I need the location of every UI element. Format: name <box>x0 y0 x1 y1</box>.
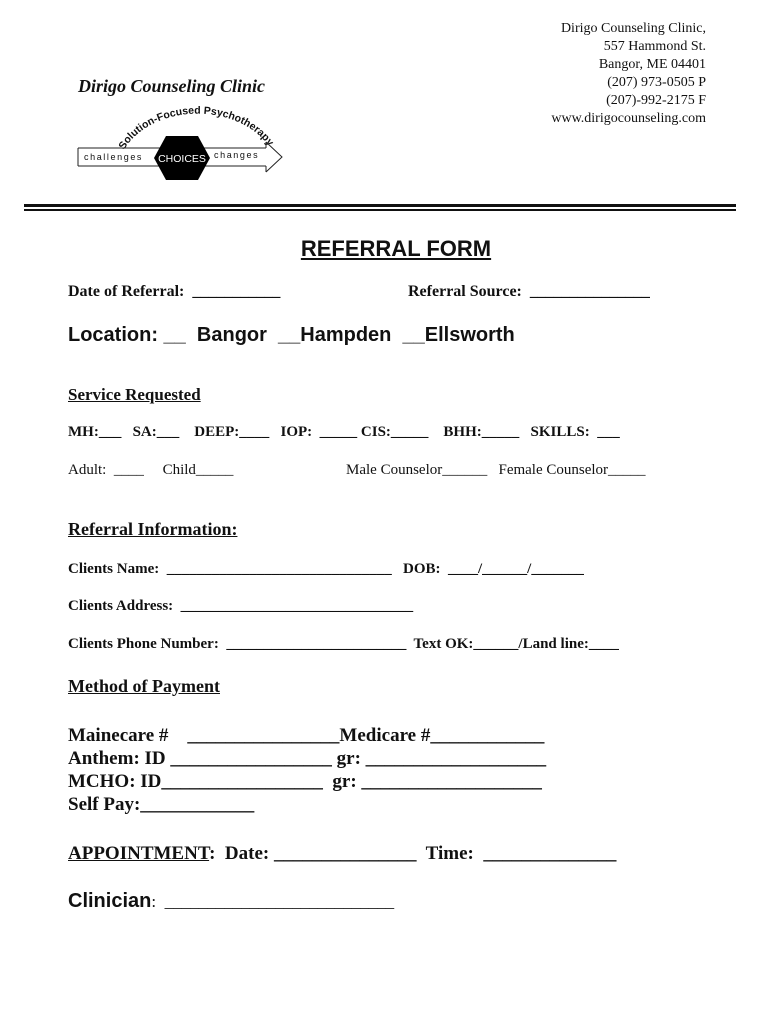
form-title: REFERRAL FORM <box>300 236 492 261</box>
adult-child-line[interactable]: Adult: ____ Child_____ <box>68 462 234 478</box>
logo-arc-text: Solution-Focused Psychotherapy <box>116 104 277 152</box>
clinician-line[interactable] <box>68 890 394 913</box>
mainecare-medicare-line[interactable]: Mainecare # ________________Medicare #____________ <box>68 725 545 746</box>
appointment-label: APPOINTMENT <box>68 843 210 864</box>
clients-phone-field[interactable]: Clients Phone Number: ________________________ Text OK:______/Land line:____ <box>68 636 619 652</box>
clinician-field[interactable]: : ___________________________ <box>151 892 395 911</box>
clinician-label: Clinician <box>68 890 152 912</box>
logo-center-word: CHOICES <box>158 153 206 165</box>
header-divider <box>24 204 736 207</box>
services-line[interactable]: MH:___ SA:___ DEEP:____ IOP: _____ CIS:_____ BHH:_____ SKILLS: ___ <box>68 424 620 440</box>
clinic-fax: (207)-992-2175 F <box>606 93 706 108</box>
referral-information-heading: Referral Information: <box>68 519 238 539</box>
clients-address-field[interactable]: Clients Address: _______________________________ <box>68 598 414 614</box>
counselor-preference[interactable]: Male Counselor______ Female Counselor_____ <box>346 462 646 478</box>
clinic-phone: (207) 973-0505 P <box>607 75 706 90</box>
clinic-street: 557 Hammond St. <box>603 39 706 54</box>
clinic-name: Dirigo Counseling Clinic, <box>560 21 706 36</box>
method-of-payment-heading: Method of Payment <box>68 676 220 696</box>
self-pay-line[interactable]: Self Pay:____________ <box>68 794 255 815</box>
location-line[interactable]: Location: __ Bangor __Hampden __Ellsworth <box>68 324 515 346</box>
mcho-line[interactable]: MCHO: ID_________________ gr: ___________________ <box>68 771 542 792</box>
clinic-city: Bangor, ME 04401 <box>598 57 706 72</box>
anthem-line[interactable]: Anthem: ID _________________ gr: ___________________ <box>68 748 547 769</box>
appointment-fields[interactable]: : Date: _______________ Time: ______________ <box>209 843 617 864</box>
appointment-line[interactable] <box>68 843 616 865</box>
logo-title: Dirigo Counseling Clinic <box>78 76 266 96</box>
header-divider-thin <box>24 209 736 211</box>
clients-name-field[interactable]: Clients Name: ______________________________ DOB: ____/______/_______ <box>68 561 584 577</box>
referral-source[interactable]: Referral Source: _______________ <box>408 283 650 300</box>
clinic-website: www.dirigocounseling.com <box>551 111 706 126</box>
clinic-address <box>551 20 706 128</box>
service-requested-heading: Service Requested <box>68 385 201 404</box>
clinic-logo <box>76 92 288 184</box>
logo-right-word: changes <box>214 150 260 160</box>
logo-left-word: challenges <box>84 152 144 162</box>
date-of-referral[interactable]: Date of Referral: ___________ <box>68 283 281 300</box>
